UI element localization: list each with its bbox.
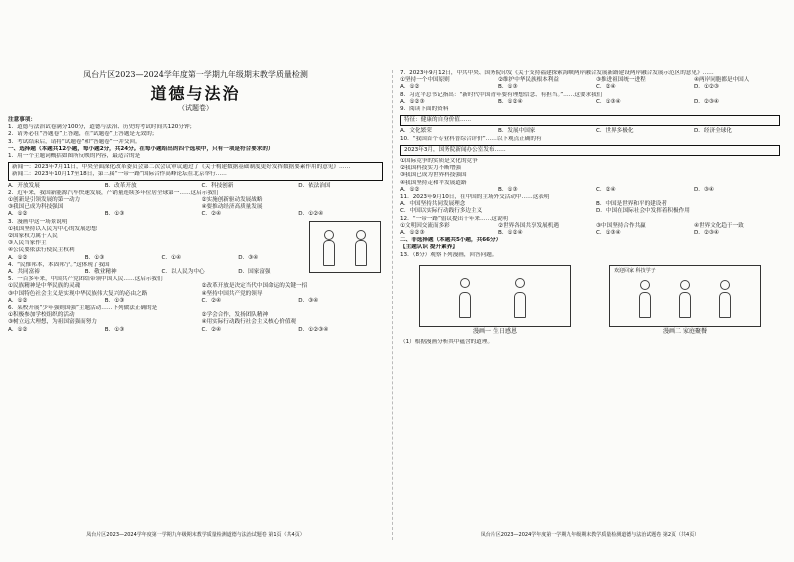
statement: ①国际竞争的实质是文化的竞争 — [400, 158, 478, 165]
option: D．依法治国 — [298, 182, 331, 189]
notice-item: 3．考试结束后，请将“试题卷”和“答题卷”一并交回。 — [8, 138, 141, 145]
option: A．①②③ — [400, 230, 425, 237]
material-line: 新闻二：2023年10月17至18日，第三届“一带一路”国际合作高峰论坛在北京举行…… — [12, 171, 227, 178]
statement: ④世界文化趋于一致 — [694, 222, 744, 229]
option: B．①③ — [498, 84, 518, 91]
option: B．①③ — [104, 211, 125, 218]
option: C．②④ — [201, 211, 222, 218]
cartoon-caption: 漫画一 生日感恩 — [473, 327, 517, 335]
statement: ③推进祖国统一进程 — [596, 77, 646, 84]
question-3-options — [8, 255, 303, 262]
question-5-statements — [8, 291, 383, 298]
option: A．①② — [8, 254, 28, 261]
option: A．开放发展 — [8, 182, 40, 189]
statement: ④用实际行动践行社会主义核心价值观 — [201, 319, 297, 326]
person-body-icon — [459, 292, 471, 318]
page-footer: 凤台片区2023—2024学年度第一学期九年级期末教学质量检测道德与法治试题卷 第2页（共4页） — [480, 532, 700, 538]
question-1-material — [8, 162, 383, 180]
exam-header: 凤台片区2023—2024学年度第一学期九年级期末教学质量检测 — [83, 70, 308, 79]
page-divider — [392, 70, 393, 540]
question-7-statements — [400, 77, 780, 84]
person-head-icon — [515, 278, 525, 288]
statement: ①创新是引领发展的第一动力 — [8, 197, 81, 204]
question-7-options — [400, 84, 780, 91]
option: D．①②④ — [298, 211, 324, 218]
question-6-options — [8, 327, 383, 334]
option: C．①④ — [161, 254, 182, 261]
cartoon-birthday — [419, 265, 571, 335]
option: C．以人民为中心 — [161, 269, 205, 276]
option: B．①③ — [104, 297, 125, 304]
statement: ②维护中华民族根本利益 — [498, 77, 559, 84]
question-10: 10．“我国首个专业科普综合评价”……以下观点正确的有 — [400, 135, 542, 142]
person-head-icon — [640, 280, 650, 290]
option: C．科技创新 — [201, 182, 234, 189]
exam-subtitle: （试题卷） — [178, 104, 213, 112]
person-body-icon — [514, 292, 526, 318]
question-1-options — [8, 183, 383, 190]
person-head-icon — [720, 280, 730, 290]
question-9: 9．阅读下面的资料 — [400, 106, 449, 113]
exam-page-right — [400, 70, 780, 538]
question-2-options — [8, 211, 383, 218]
option: C．②④ — [596, 84, 616, 91]
notice-title: 注意事项： — [8, 117, 36, 123]
option: B．发展中国家 — [498, 128, 536, 135]
option: B．①②④ — [498, 230, 523, 237]
option: A．①② — [8, 211, 28, 218]
option: C．①③④ — [596, 230, 621, 237]
question-11: 11．2023年9月10日，在中国的主场外交活动中……这表明 — [400, 194, 550, 201]
question-10-options — [400, 187, 780, 194]
question-4: 4．“民惟邦本，本固邦宁。”这体现了我国 — [8, 261, 110, 268]
statement: ④坚持中国共产党的领导 — [201, 290, 263, 297]
option: C．中国以实际行动践行多边主义 — [400, 208, 483, 215]
question-2-statements — [8, 197, 383, 204]
option: D．国家富强 — [238, 269, 271, 276]
question-7: 7．2023年9月12日，中共中央、国务院印发《关于支持福建探索海峡两岸融合发展新路建设两岸融合发展示范区的意见》…… — [400, 70, 714, 76]
option: B．中国是世界和平的建设者 — [596, 201, 667, 208]
option: D．③④ — [298, 297, 319, 304]
statement: ③我国已成为世界科技强国 — [400, 172, 467, 179]
material-line: 新闻一：2023年7月11日，中央全面深化改革委员会第二次会议审议通过了《关于构建数据基础制度更好发挥数据要素作用的意见》…… — [12, 164, 351, 171]
option: B．①③ — [84, 254, 105, 261]
person-head-icon — [356, 230, 366, 240]
option: C．②④ — [201, 297, 222, 304]
statement: ①民族精神是中华民族的灵魂 — [8, 283, 81, 290]
person-body-icon — [323, 240, 335, 266]
option: C．②④ — [201, 326, 222, 333]
statement: ②国家权力属于人民 — [8, 233, 58, 240]
question-3: 3．漫画中这一场景说明 — [8, 218, 68, 225]
option: C．②④ — [596, 186, 616, 193]
question-5-statements — [8, 283, 383, 290]
question-2: 2．近年来，我国新能源汽车快速发展，产销量连续多年位居全球第一……这启示我们 — [8, 189, 219, 196]
person-body-icon — [679, 292, 691, 318]
question-13: 13．（8分）观察下列漫画，回答问题。 — [400, 251, 498, 258]
option: C．世界多极化 — [596, 128, 634, 135]
question-4-options — [8, 269, 303, 276]
option: D．②③④ — [694, 98, 719, 105]
person-head-icon — [460, 278, 470, 288]
option: B．①③ — [104, 326, 125, 333]
option: D．①②③④ — [298, 326, 329, 333]
question-1: 1．用一个主题词概括如图所反映的内容，最适合的是 — [8, 153, 141, 160]
option: D．③④ — [238, 254, 259, 261]
person-body-icon — [355, 240, 367, 266]
subsection-heading: 【主题认识 提升素养】 — [400, 244, 458, 251]
statement: ③中国特色社会主义是实现中华民族伟大复兴的必由之路 — [8, 290, 148, 297]
notice-item: 1．道德与法治试卷满分100分，道德与法治、历史的考试时间共120分钟； — [8, 124, 196, 131]
question-12-statements — [400, 223, 780, 230]
statement: ②学会合作，发扬团队精神 — [201, 312, 269, 319]
person-body-icon — [639, 292, 651, 318]
statement: ③中国坚持合作共赢 — [596, 222, 646, 229]
person-head-icon — [324, 230, 334, 240]
statement: ③我国已成为科技强国 — [8, 204, 64, 211]
cartoon-banner: 欢迎回家 科技学子 — [614, 267, 656, 274]
option: A．①② — [400, 84, 420, 91]
question-2-statements — [8, 204, 383, 211]
option: D．①②③ — [694, 84, 719, 91]
option: B．敬业精神 — [84, 269, 117, 276]
person-body-icon — [719, 292, 731, 318]
option: A．文化繁荣 — [400, 128, 432, 135]
question-12-options — [400, 230, 780, 237]
option: A．①② — [8, 326, 28, 333]
cartoon-family-dinner — [609, 265, 761, 335]
question-9-material: 特征：健康的自身价值…… — [400, 115, 780, 126]
option: A．①② — [8, 297, 28, 304]
statement: ④两岸同胞都是中国人 — [694, 77, 750, 84]
statement: ②世界各国共享发展机遇 — [498, 222, 559, 229]
option: A．共同富裕 — [8, 269, 40, 276]
exam-page-left — [8, 70, 383, 538]
statement: ①积极参加学校组织的活动 — [8, 312, 75, 319]
statement: ③人民当家作主 — [8, 240, 47, 247]
question-9-options — [400, 128, 780, 135]
statement: ①文明因交流而多彩 — [400, 222, 450, 229]
option: A．①② — [400, 186, 420, 193]
statement: ①我国坚持以人民为中心的发展思想 — [8, 225, 97, 232]
option: D．③④ — [694, 186, 714, 193]
question-5: 5．一百多年来，中国共产党团结带领中国人民……这启示我们 — [8, 276, 163, 283]
statement: ①坚持一个中国原则 — [400, 77, 450, 84]
option: D．②③④ — [694, 230, 719, 237]
question-8: 8．习近平总书记指出：“新时代中国青年要有理想信念、有担当。”……这要求我们 — [400, 91, 603, 98]
section-heading: 二、非选择题（本题共5小题，共66分） — [400, 237, 502, 244]
option: B．①③ — [498, 186, 518, 193]
statement: ③树立远大理想，为祖国富强而努力 — [8, 319, 97, 326]
statement: ②改革开放是决定当代中国命运的关键一招 — [201, 283, 308, 290]
statement: ②我国科技实力不断增强 — [400, 165, 461, 172]
question-13-cartoons — [400, 265, 780, 335]
person-head-icon — [680, 280, 690, 290]
option: A．中国坚持共同发展理念 — [400, 201, 466, 208]
exam-title: 道德与法治 — [150, 84, 241, 103]
statement: ④我国坚持走和平发展道路 — [400, 179, 467, 186]
question-13-subquestion: （1）根据漫画分析其中蕴含的道理。 — [400, 338, 494, 345]
statement: ④要推动经济高质量发展 — [201, 204, 263, 211]
option: B．改革开放 — [104, 182, 137, 189]
question-6: 6．某校开展“少年强则国强”主题活动……下列做法正确的是 — [8, 305, 158, 312]
option: B．①②④ — [498, 98, 523, 105]
question-12: 12．“一带一路”倡议提出十年来……这说明 — [400, 215, 509, 222]
question-10-material: 2023年3月，国务院新闻办公室发布…… — [400, 145, 780, 156]
question-6-statements — [8, 319, 383, 326]
page-footer: 凤台片区2023—2024学年度第一学期九年级期末教学质量检测道德与法治试题卷 第1页（共4页） — [86, 532, 305, 538]
option: D．经济全球化 — [694, 128, 732, 135]
question-5-options — [8, 298, 383, 305]
statement: ④公民要依法行使民主权利 — [8, 247, 75, 254]
option: D．中国在国际社会中发挥着积极作用 — [596, 208, 690, 215]
option: A．①②③ — [400, 98, 425, 105]
section-heading: 一、选择题（本题共12小题，每小题2分，共24分。在每小题给出的四个选项中，只有一项是符合要求的） — [8, 145, 274, 152]
notice-item: 2．请务必在“答题卷”上答题，在“试题卷”上答题是无效的； — [8, 131, 158, 138]
question-3-cartoon — [309, 221, 381, 273]
statement: ②实施创新驱动发展战略 — [201, 197, 263, 204]
option: C．①③④ — [596, 98, 621, 105]
question-8-options — [400, 99, 780, 106]
question-11-options — [400, 208, 780, 215]
cartoon-caption: 漫画二 家庭聚餐 — [663, 327, 707, 335]
